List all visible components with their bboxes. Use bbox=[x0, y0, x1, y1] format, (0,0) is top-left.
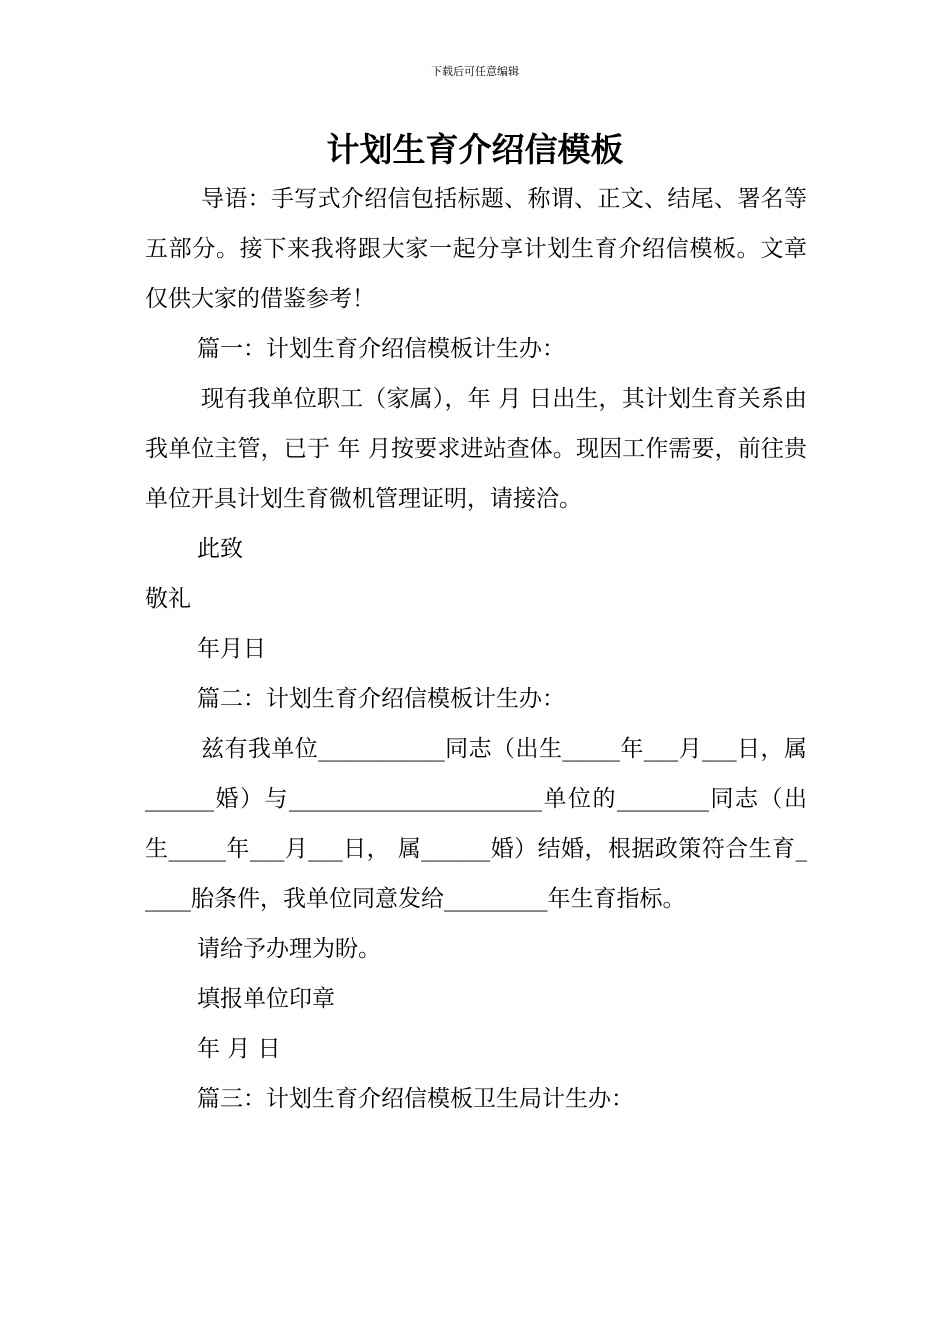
date-line: 年月日 bbox=[197, 636, 266, 662]
closing-regards: 敬礼 bbox=[145, 586, 191, 612]
date-line-two: 年 月 日 bbox=[197, 1036, 281, 1062]
section-three-heading: 篇三：计划生育介绍信模板卫生局计生办： bbox=[197, 1086, 634, 1112]
request-line: 请给予办理为盼。 bbox=[197, 936, 381, 962]
section-one-heading: 篇一：计划生育介绍信模板计生办： bbox=[197, 336, 565, 362]
section-one-body: 现有我单位职工（家属），年 月 日出生，其计划生育关系由我单位主管，已于 年 月按要求进站查体。现因工作需要，前往贵单位开具计划生育微机管理证明，请接洽。 bbox=[145, 386, 807, 512]
page-header-note: 下载后可任意编辑 bbox=[431, 65, 519, 78]
intro-paragraph: 导语：手写式介绍信包括标题、称谓、正文、结尾、署名等五部分。接下来我将跟大家一起分享计划生育介绍信模板。文章仅供大家的借鉴参考！ bbox=[145, 186, 807, 312]
document-body bbox=[145, 174, 807, 1124]
closing-salutation: 此致 bbox=[197, 536, 243, 562]
section-two-body: 兹有我单位___________同志（出生_____年___月___日，属______婚）与______________________单位的________同志（出生_____年___月___日， 属______婚）结婚，根据政策符合生育_____胎条件，我单位同意发给_________年生育指标。 bbox=[145, 736, 807, 912]
document-title: 计划生育介绍信模板 bbox=[326, 130, 624, 169]
seal-line: 填报单位印章 bbox=[197, 986, 335, 1012]
section-two-heading: 篇二：计划生育介绍信模板计生办： bbox=[197, 686, 565, 712]
